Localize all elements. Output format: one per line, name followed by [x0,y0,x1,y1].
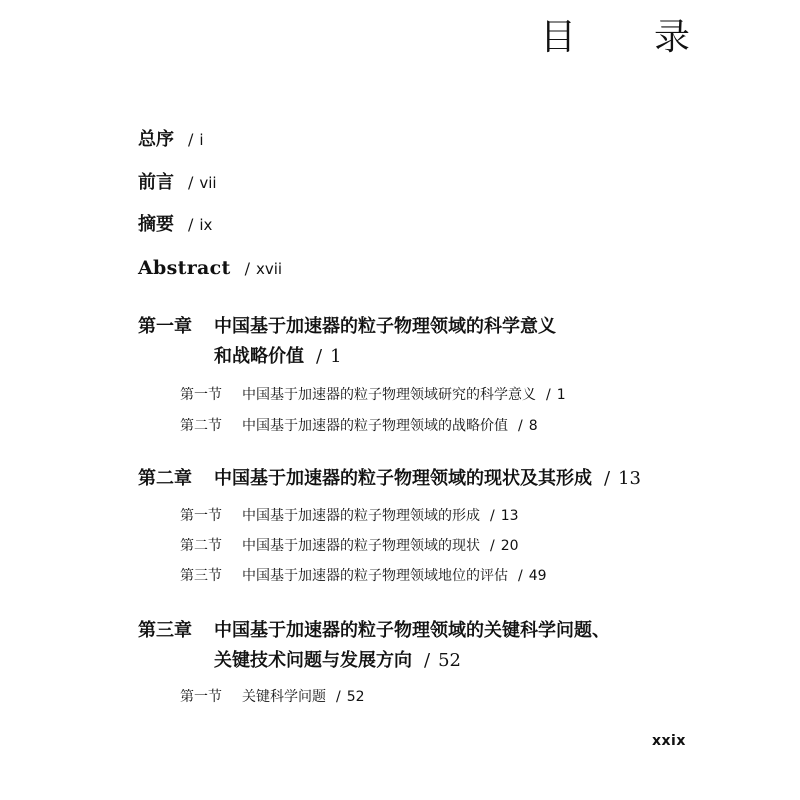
toc-chapter-1[interactable] [138,312,556,372]
chapter-title-line2: 和战略价值 [214,346,304,367]
section-separator: / [518,418,523,434]
section-separator: / [490,508,495,524]
toc-entry-summary[interactable] [138,212,212,238]
toc-entry-preface[interactable] [138,127,204,153]
chapter-number: 第二章 [138,468,192,489]
section-page: 1 [556,387,566,403]
entry-separator: / [244,259,250,278]
section-number: 第一节 [180,387,222,403]
section-title: 中国基于加速器的粒子物理领域地位的评估 [242,568,508,584]
toc-entry-abstract[interactable] [138,255,282,282]
section-number: 第三节 [180,568,222,584]
entry-label: 总序 [138,129,174,150]
chapter-number: 第一章 [138,316,192,337]
toc-section-2-1[interactable] [180,506,519,526]
chapter-page: 1 [330,346,342,367]
chapter-title-line1: 中国基于加速器的粒子物理领域的现状及其形成 [214,468,592,489]
entry-page: xvii [255,260,283,278]
entry-separator: / [188,173,194,192]
entry-label: 前言 [138,172,174,193]
title-char-2: 录 [653,17,690,58]
toc-entry-foreword[interactable] [138,170,217,196]
chapter-title-line2: 关键技术问题与发展方向 [214,650,412,671]
toc-section-1-1[interactable] [180,385,566,405]
title-char-1: 目 [540,17,577,58]
section-title: 关键科学问题 [242,689,326,705]
toc-chapter-3[interactable] [138,616,610,676]
section-number: 第一节 [180,689,222,705]
chapter-separator: / [316,346,323,367]
chapter-separator: / [424,650,431,671]
section-title: 中国基于加速器的粒子物理领域的现状 [242,538,480,554]
section-separator: / [490,538,495,554]
section-number: 第一节 [180,508,222,524]
page-title [540,16,690,60]
section-number: 第二节 [180,418,222,434]
section-separator: / [546,387,551,403]
toc-section-2-3[interactable] [180,566,547,586]
page-number: xxix [652,733,686,749]
entry-separator: / [188,215,194,234]
section-page: 20 [500,538,519,554]
entry-separator: / [188,130,194,149]
section-page: 13 [500,508,519,524]
section-separator: / [336,689,341,705]
entry-page: ix [199,216,213,234]
chapter-number: 第三章 [138,620,192,641]
chapter-separator: / [604,468,611,489]
section-title: 中国基于加速器的粒子物理领域的形成 [242,508,480,524]
toc-chapter-2[interactable] [138,464,641,494]
section-page: 8 [528,418,538,434]
entry-label: 摘要 [138,214,174,235]
toc-section-1-2[interactable] [180,416,538,436]
chapter-page: 13 [618,468,641,489]
entry-page: i [199,131,204,149]
section-separator: / [518,568,523,584]
chapter-title-line1: 中国基于加速器的粒子物理领域的科学意义 [214,316,556,337]
entry-label: Abstract [138,257,231,279]
toc-section-2-2[interactable] [180,536,519,556]
chapter-page: 52 [438,650,461,671]
entry-page: vii [199,174,217,192]
section-page: 49 [528,568,547,584]
toc-section-3-1[interactable] [180,687,365,707]
section-page: 52 [346,689,365,705]
section-title: 中国基于加速器的粒子物理领域的战略价值 [242,418,508,434]
chapter-title-line1: 中国基于加速器的粒子物理领域的关键科学问题、 [214,620,610,641]
section-number: 第二节 [180,538,222,554]
section-title: 中国基于加速器的粒子物理领域研究的科学意义 [242,387,536,403]
